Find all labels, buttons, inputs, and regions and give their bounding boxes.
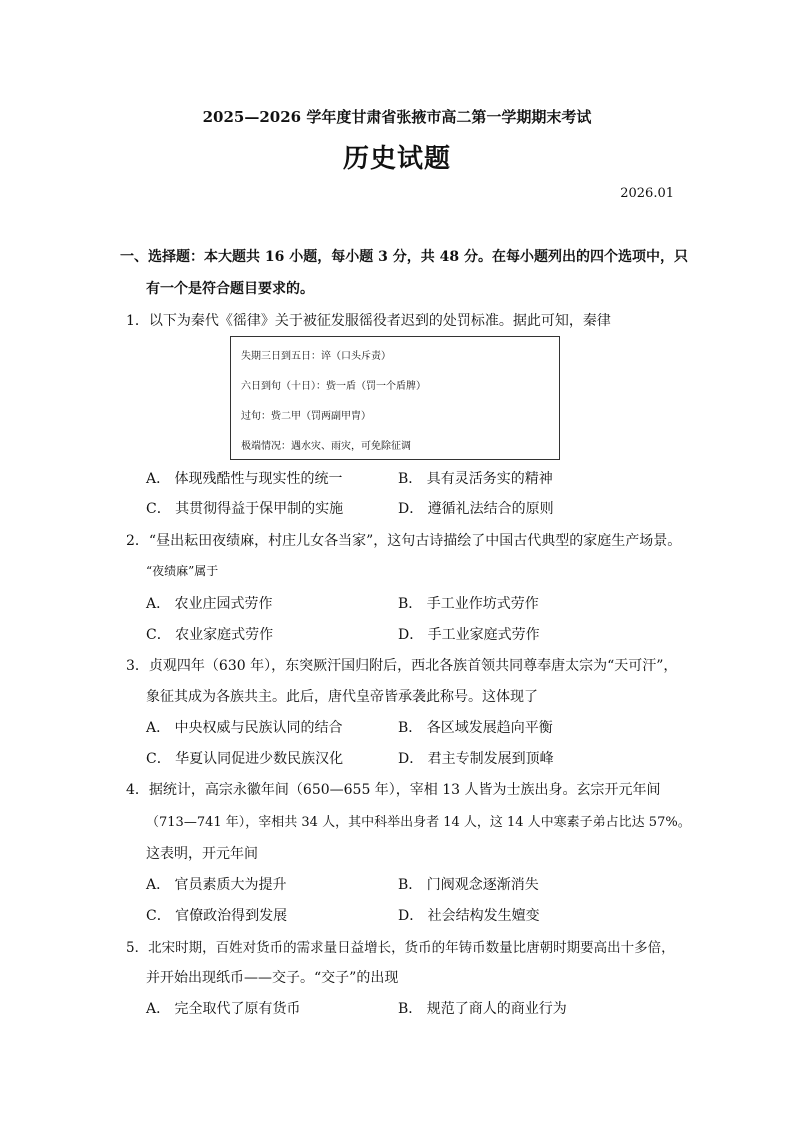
question-3-option-c: C． 华夏认同促进少数民族汉化 [146,751,344,767]
subject-title: 历史试题 [342,144,451,174]
question-1-table [230,336,560,460]
question-5-option-a: A． 完全取代了原有货币 [146,1001,301,1017]
question-5-stem: 5．北宋时期，百姓对货币的需求量日益增长，货币的年铸币数量比唐朝时期要高出十多倍， [126,940,675,956]
table-row: 极端情况：遇水灾、雨灾，可免除征调 [241,441,411,452]
question-4-option-b: B． 门阀观念逐渐消失 [398,877,539,893]
question-1-option-a: A． 体现残酷性与现实性的统一 [146,471,343,487]
question-5-option-b: B． 规范了商人的商业行为 [398,1001,567,1017]
table-row: 过旬：赀二甲（罚两副甲胄） [241,411,371,422]
question-2-option-b: B． 手工业作坊式劳作 [398,596,539,612]
question-1-option-b: B． 具有灵活务实的精神 [398,471,553,487]
question-3-option-b: B． 各区域发展趋向平衡 [398,720,553,736]
exam-title: 2025—2026 学年度甘肃省张掖市高二第一学期期末考试 [202,108,592,126]
section-heading-line1: 一、选择题：本大题共 16 小题，每小题 3 分，共 48 分。在每小题列出的四个选项中，只 [120,249,688,265]
question-4-stem: 4．据统计，高宗永徽年间（650—655 年），宰相 13 人皆为士族出身。玄宗开元年间 [126,782,661,798]
question-3-option-a: A． 中央权威与民族认同的结合 [146,720,343,736]
table-row: 失期三日到五日：谇（口头斥责） [241,351,391,362]
question-3-stem: 3．贞观四年（630 年），东突厥汗国归附后，西北各族首领共同尊奉唐太宗为“天可汗”， [126,658,678,674]
question-1-stem: 1．以下为秦代《徭律》关于被征发服徭役者迟到的处罚标准。据此可知，秦律 [126,313,611,329]
question-2-option-d: D． 手工业家庭式劳作 [398,627,540,643]
section-heading-line2: 有一个是符合题目要求的。 [146,281,314,297]
question-1-option-d: D． 遵循礼法结合的原则 [398,501,554,517]
question-1-option-c: C． 其贯彻得益于保甲制的实施 [146,501,344,517]
question-4-option-d: D． 社会结构发生嬗变 [398,908,540,924]
exam-date: 2026.01 [620,186,674,201]
question-3-option-d: D． 君主专制发展到顶峰 [398,751,554,767]
question-4-stem-line2: （713—741 年），宰相共 34 人，其中科举出身者 14 人，这 14 人中寒素子弟占比达 57%。 [146,815,691,830]
question-5-stem-line2: 并开始出现纸币——交子。“交子”的出现 [146,970,399,986]
question-3-stem-line2: 象征其成为各族共主。此后，唐代皇帝皆承袭此称号。这体现了 [146,689,538,705]
question-4-stem-line3: 这表明，开元年间 [146,846,258,862]
question-2-option-a: A． 农业庄园式劳作 [146,596,273,612]
question-4-option-c: C． 官僚政治得到发展 [146,908,288,924]
question-4-option-a: A． 官员素质大为提升 [146,877,287,893]
question-2-stem-line2: “夜绩麻”属于 [146,564,219,578]
table-row: 六日到旬（十日）：赀一盾（罚一个盾牌） [241,381,426,392]
question-2-stem: 2．“昼出耘田夜绩麻，村庄儿女各当家”，这句古诗描绘了中国古代典型的家庭生产场景。 [126,533,682,549]
question-2-option-c: C． 农业家庭式劳作 [146,627,274,643]
